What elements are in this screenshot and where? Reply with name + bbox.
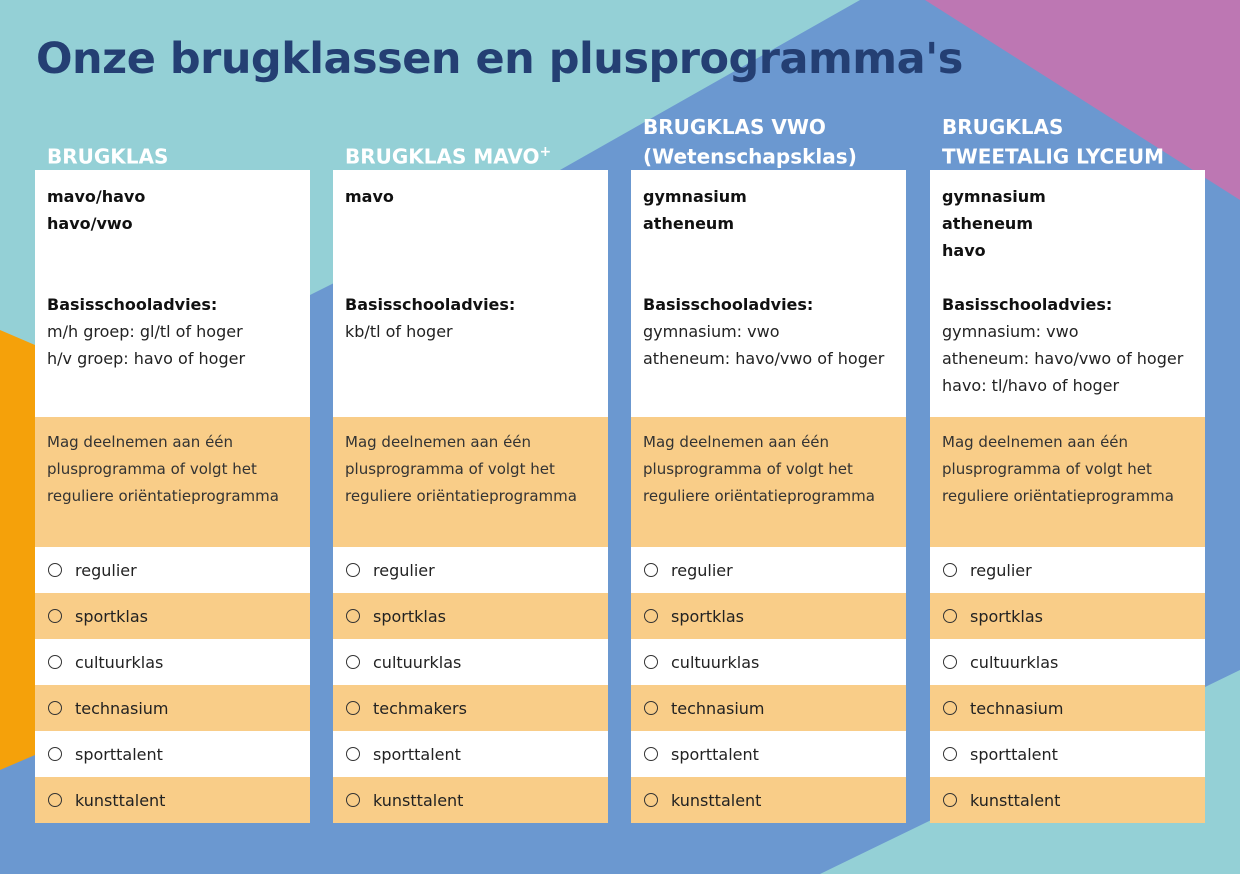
advice-label: Basisschooladvies: — [643, 295, 814, 314]
track-list — [345, 183, 596, 291]
radio-circle-icon[interactable] — [48, 563, 62, 577]
advice-line: atheneum: havo/vwo of hoger — [942, 349, 1184, 368]
option-label: cultuurklas — [671, 652, 760, 672]
track-list — [643, 183, 894, 291]
option-row-kunsttalent[interactable] — [930, 777, 1205, 823]
column-brugklas — [35, 100, 310, 826]
option-label: cultuurklas — [75, 652, 164, 672]
option-label: kunsttalent — [373, 790, 464, 810]
column-card — [930, 170, 1205, 823]
option-label: cultuurklas — [970, 652, 1059, 672]
radio-circle-icon[interactable] — [943, 563, 957, 577]
radio-circle-icon[interactable] — [48, 701, 62, 715]
advice-line: m/h groep: gl/tl of hoger — [47, 322, 243, 341]
track-item: atheneum — [643, 214, 734, 233]
column-heading-text: BRUGKLAS TWEETALIG LYCEUM — [942, 115, 1165, 169]
column-card — [631, 170, 906, 823]
option-row-cultuurklas[interactable] — [35, 639, 310, 685]
column-brugklas-tweetalig — [930, 100, 1205, 826]
track-list — [47, 183, 298, 291]
radio-circle-icon[interactable] — [644, 793, 658, 807]
info-block — [631, 170, 906, 417]
column-brugklas-mavo — [333, 100, 608, 826]
radio-circle-icon[interactable] — [346, 609, 360, 623]
radio-circle-icon[interactable] — [346, 793, 360, 807]
option-label: sportklas — [671, 606, 744, 626]
advice-line: kb/tl of hoger — [345, 322, 453, 341]
info-block — [333, 170, 608, 417]
radio-circle-icon[interactable] — [346, 563, 360, 577]
plusprogram-note: Mag deelnemen aan één plusprogramma of volgt het reguliere oriëntatieprogramma — [333, 417, 608, 547]
option-label: regulier — [75, 560, 137, 580]
option-label: sportklas — [75, 606, 148, 626]
column-heading-text: BRUGKLAS VWO (Wetenschapsklas) — [643, 115, 857, 169]
column-card — [333, 170, 608, 823]
option-row-sportklas[interactable] — [930, 593, 1205, 639]
option-row-cultuurklas[interactable] — [333, 639, 608, 685]
plusprogram-note: Mag deelnemen aan één plusprogramma of volgt het reguliere oriëntatieprogramma — [631, 417, 906, 547]
track-item: gymnasium — [643, 187, 747, 206]
option-label: cultuurklas — [373, 652, 462, 672]
radio-circle-icon[interactable] — [943, 701, 957, 715]
track-list — [942, 183, 1193, 291]
column-heading-sup: + — [539, 144, 552, 161]
option-label: technasium — [970, 698, 1064, 718]
option-row-technasium[interactable] — [631, 685, 906, 731]
option-label: kunsttalent — [75, 790, 166, 810]
option-row-sporttalent[interactable] — [930, 731, 1205, 777]
radio-circle-icon[interactable] — [644, 701, 658, 715]
radio-circle-icon[interactable] — [48, 747, 62, 761]
option-row-sportklas[interactable] — [35, 593, 310, 639]
column-heading-text: BRUGKLAS MAVO — [345, 145, 540, 169]
radio-circle-icon[interactable] — [48, 655, 62, 669]
advice-line: atheneum: havo/vwo of hoger — [643, 349, 885, 368]
option-row-kunsttalent[interactable] — [631, 777, 906, 823]
radio-circle-icon[interactable] — [943, 747, 957, 761]
option-label: sporttalent — [671, 744, 759, 764]
option-label: kunsttalent — [671, 790, 762, 810]
option-row-sporttalent[interactable] — [333, 731, 608, 777]
option-row-techmakers[interactable] — [333, 685, 608, 731]
info-block — [35, 170, 310, 417]
option-row-regulier[interactable] — [333, 547, 608, 593]
option-row-kunsttalent[interactable] — [35, 777, 310, 823]
radio-circle-icon[interactable] — [943, 609, 957, 623]
column-card — [35, 170, 310, 823]
track-item: havo — [942, 241, 986, 260]
option-row-technasium[interactable] — [35, 685, 310, 731]
column-heading — [643, 115, 906, 170]
option-label: technasium — [671, 698, 765, 718]
radio-circle-icon[interactable] — [644, 747, 658, 761]
radio-circle-icon[interactable] — [644, 563, 658, 577]
option-label: sportklas — [970, 606, 1043, 626]
advice-label: Basisschooladvies: — [345, 295, 516, 314]
advice-line: havo: tl/havo of hoger — [942, 376, 1120, 395]
column-brugklas-vwo — [631, 100, 906, 826]
option-row-technasium[interactable] — [930, 685, 1205, 731]
advice-label: Basisschooladvies: — [942, 295, 1113, 314]
radio-circle-icon[interactable] — [48, 793, 62, 807]
option-label: sporttalent — [75, 744, 163, 764]
advice-line: h/v groep: havo of hoger — [47, 349, 246, 368]
track-item: havo/vwo — [47, 214, 133, 233]
plusprogram-note: Mag deelnemen aan één plusprogramma of volgt het reguliere oriëntatieprogramma — [930, 417, 1205, 547]
radio-circle-icon[interactable] — [943, 655, 957, 669]
option-row-sportklas[interactable] — [631, 593, 906, 639]
option-row-regulier[interactable] — [631, 547, 906, 593]
info-block — [930, 170, 1205, 417]
option-label: technasium — [75, 698, 169, 718]
option-row-sporttalent[interactable] — [631, 731, 906, 777]
option-row-regulier[interactable] — [35, 547, 310, 593]
radio-circle-icon[interactable] — [644, 609, 658, 623]
radio-circle-icon[interactable] — [346, 701, 360, 715]
track-item: atheneum — [942, 214, 1033, 233]
option-label: sporttalent — [373, 744, 461, 764]
track-item: mavo/havo — [47, 187, 146, 206]
option-label: kunsttalent — [970, 790, 1061, 810]
page-title: Onze brugklassen en plusprogramma's — [36, 34, 963, 84]
option-row-kunsttalent[interactable] — [333, 777, 608, 823]
option-label: sporttalent — [970, 744, 1058, 764]
option-row-regulier[interactable] — [930, 547, 1205, 593]
option-row-cultuurklas[interactable] — [631, 639, 906, 685]
option-row-sportklas[interactable] — [333, 593, 608, 639]
radio-circle-icon[interactable] — [346, 747, 360, 761]
advice-label: Basisschooladvies: — [47, 295, 218, 314]
advice-line: gymnasium: vwo — [643, 322, 780, 341]
option-label: regulier — [671, 560, 733, 580]
option-label: regulier — [373, 560, 435, 580]
track-item: gymnasium — [942, 187, 1046, 206]
radio-circle-icon[interactable] — [346, 655, 360, 669]
advice-line: gymnasium: vwo — [942, 322, 1079, 341]
radio-circle-icon[interactable] — [943, 793, 957, 807]
option-label: regulier — [970, 560, 1032, 580]
column-heading — [345, 140, 608, 170]
column-heading — [942, 115, 1205, 170]
radio-circle-icon[interactable] — [48, 609, 62, 623]
track-item: mavo — [345, 187, 394, 206]
option-row-cultuurklas[interactable] — [930, 639, 1205, 685]
plusprogram-note: Mag deelnemen aan één plusprogramma of volgt het reguliere oriëntatieprogramma — [35, 417, 310, 547]
option-row-sporttalent[interactable] — [35, 731, 310, 777]
radio-circle-icon[interactable] — [644, 655, 658, 669]
option-label: techmakers — [373, 698, 467, 718]
column-heading — [47, 140, 310, 170]
column-heading-text: BRUGKLAS — [47, 145, 169, 169]
option-label: sportklas — [373, 606, 446, 626]
